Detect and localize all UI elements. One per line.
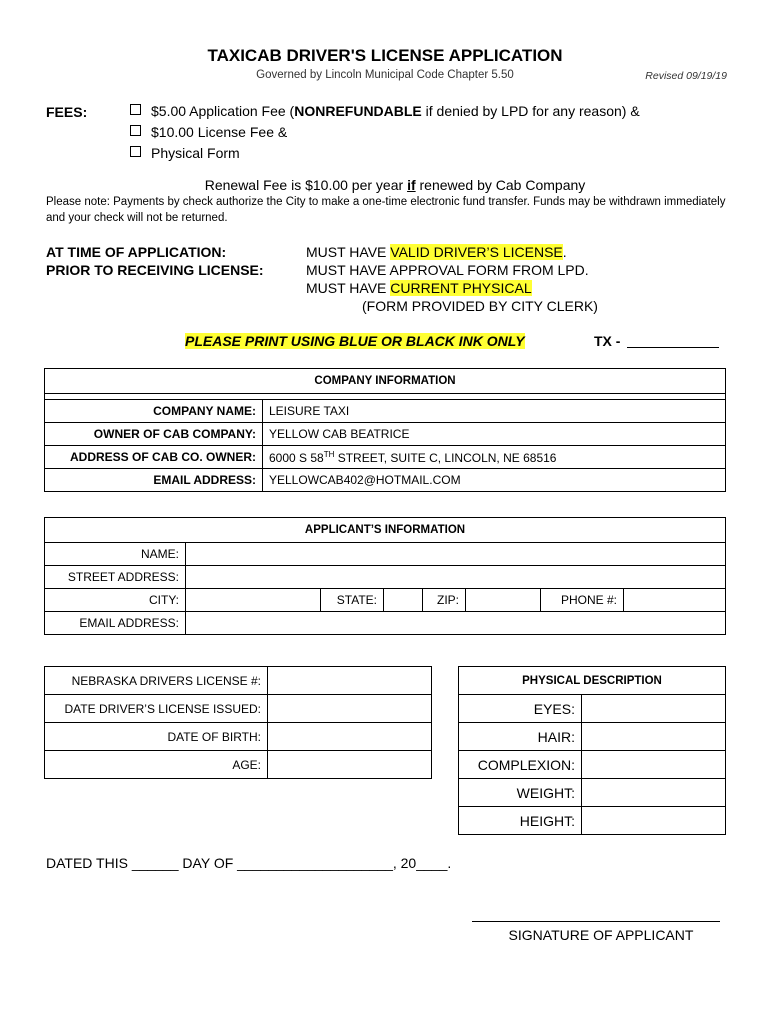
renewal-text: renewed by Cab Company [415,177,586,193]
applicant-info-table [44,517,726,635]
fee-item-application [130,103,640,119]
applicant-header: APPLICANT’S INFORMATION [45,518,726,543]
requirement-physical [306,280,532,296]
req-highlight: VALID DRIVER’S LICENSE [390,244,563,260]
dl-number-label: NEBRASKA DRIVERS LICENSE #: [45,667,268,695]
city-field[interactable] [186,589,321,612]
phone-label: PHONE #: [541,589,624,612]
zip-field[interactable] [466,589,541,612]
company-info-table [44,368,726,492]
state-field[interactable] [384,589,423,612]
signature-label: SIGNATURE OF APPLICANT [508,927,694,943]
signature-field[interactable] [472,921,720,922]
complexion-label: COMPLEXION: [459,751,582,779]
hair-label: HAIR: [459,723,582,751]
fees-label: FEES: [46,104,88,120]
renewal-fee [0,177,770,193]
req-text: MUST HAVE [306,244,391,260]
page-title: TAXICAB DRIVER'S LICENSE APPLICATION [207,46,563,65]
address-text: STREET, SUITE C, LINCOLN, NE 68516 [334,450,557,465]
address-text: 6000 S 58 [269,450,324,465]
fee-item-physical [130,145,240,161]
company-name-value[interactable]: LEISURE TAXI [263,400,726,423]
fee-item-license [130,124,287,140]
revision-date: Revised 09/19/19 [645,70,727,82]
state-label: STATE: [321,589,384,612]
company-name-label: COMPANY NAME: [45,400,263,423]
address-sup: TH [323,449,335,459]
requirement-license [306,244,567,260]
dl-issued-field[interactable] [268,695,432,723]
owner-label: OWNER OF CAB COMPANY: [45,423,263,446]
phone-field[interactable] [624,589,726,612]
print-instruction: PLEASE PRINT USING BLUE OR BLACK INK ONLY [185,333,525,349]
applicant-email-field[interactable] [186,612,726,635]
dob-label: DATE OF BIRTH: [45,723,268,751]
dl-issued-label: DATE DRIVER’S LICENSE ISSUED: [45,695,268,723]
payment-note: Please note: Payments by check authorize the City to make a one-time electronic fund transfer. Funds may be withdrawn immediately and your check will not be returned. [46,196,726,224]
company-header: COMPANY INFORMATION [45,369,726,394]
email-label: EMAIL ADDRESS: [45,469,263,492]
physical-header: PHYSICAL DESCRIPTION [459,667,726,695]
weight-label: WEIGHT: [459,779,582,807]
dl-number-field[interactable] [268,667,432,695]
email-value[interactable]: YELLOWCAB402@HOTMAIL.COM [263,469,726,492]
license-table [44,666,432,779]
checkbox-icon [130,125,141,136]
checkbox-icon [130,146,141,157]
name-label: NAME: [45,543,186,566]
renewal-text: Renewal Fee is $10.00 per year [204,177,408,193]
address-value[interactable] [263,446,726,469]
dated-line[interactable]: DATED THIS ______ DAY OF ____________________, 20____. [46,855,452,871]
req-text: MUST HAVE [306,280,391,296]
checkbox-icon [130,104,141,115]
height-label: HEIGHT: [459,807,582,835]
name-field[interactable] [186,543,726,566]
street-field[interactable] [186,566,726,589]
zip-label: ZIP: [423,589,466,612]
page-subtitle: Governed by Lincoln Municipal Code Chapter 5.50 [256,69,514,81]
height-field[interactable] [582,807,726,835]
hair-field[interactable] [582,723,726,751]
requirement-form-note: (FORM PROVIDED BY CITY CLERK) [362,298,598,314]
fee-nonrefundable: NONREFUNDABLE [294,103,422,119]
age-label: AGE: [45,751,268,779]
physical-description-table [458,666,726,835]
dob-field[interactable] [268,723,432,751]
weight-field[interactable] [582,779,726,807]
tx-field[interactable] [627,347,719,348]
req-highlight: CURRENT PHYSICAL [390,280,532,296]
street-label: STREET ADDRESS: [45,566,186,589]
owner-value[interactable]: YELLOW CAB BEATRICE [263,423,726,446]
at-time-label: AT TIME OF APPLICATION: [46,244,227,260]
fee-text: $5.00 Application Fee ( [151,103,295,119]
renewal-if: if [407,177,416,193]
city-label: CITY: [45,589,186,612]
fee-text: if denied by LPD for any reason) & [421,103,640,119]
complexion-field[interactable] [582,751,726,779]
fee-text: Physical Form [151,145,240,161]
eyes-label: EYES: [459,695,582,723]
req-text: . [562,244,567,260]
requirement-lpd: MUST HAVE APPROVAL FORM FROM LPD. [306,262,589,278]
age-field[interactable] [268,751,432,779]
address-label: ADDRESS OF CAB CO. OWNER: [45,446,263,469]
tx-label: TX - [594,333,621,349]
eyes-field[interactable] [582,695,726,723]
applicant-email-label: EMAIL ADDRESS: [45,612,186,635]
fee-text: $10.00 License Fee & [151,124,288,140]
prior-label: PRIOR TO RECEIVING LICENSE: [46,262,264,278]
